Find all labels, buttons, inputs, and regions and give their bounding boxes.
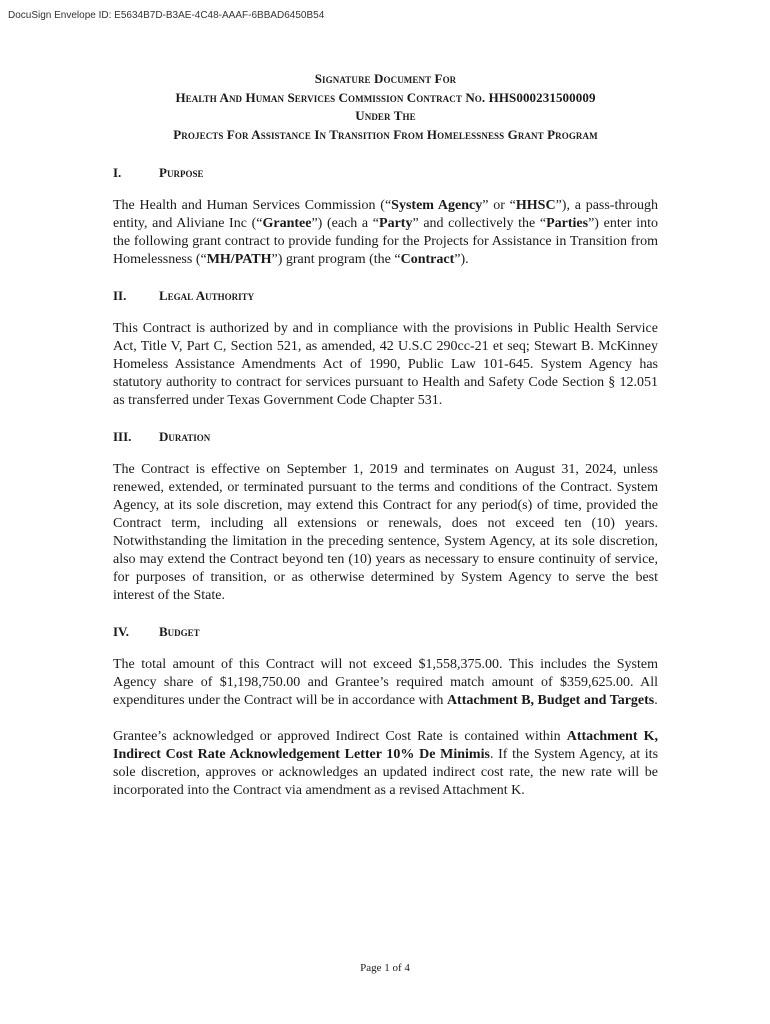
section-purpose-heading: [113, 164, 658, 182]
document-page: [113, 70, 658, 818]
document-header: [113, 70, 658, 144]
section-number: III.: [113, 429, 132, 444]
header-line-4: Projects For Assistance In Transition From Homelessness Grant Program: [173, 126, 598, 142]
legal-authority-paragraph: This Contract is authorized by and in compliance with the provisions in Public Health Service Act, Title V, Part C, Section 521, as amended, 42 U.S.C 290cc-21 et seq; Stewart B. McKinney Homeless Assistance Amendments Act of 1990, Public Law 101-645. System Agency has statutory authority to contract for services pursuant to Health and Safety Code Section § 12.051 as transferred under Texas Government Code Chapter 531.: [113, 321, 658, 408]
section-budget-heading: [113, 623, 658, 641]
header-line-3: Under The: [355, 108, 416, 123]
section-title: Legal Authority: [159, 288, 255, 303]
section-number: II.: [113, 288, 127, 303]
page-number: Page 1 of 4: [360, 962, 410, 974]
indirect-cost-paragraph: Grantee’s acknowledged or approved Indirect Cost Rate is contained within Attachment K, Indirect Cost Rate Acknowledgement Letter 10% De Minimis. If the System Agency, at its sole discretion, approves or acknowledges an updated indirect cost rate, the new rate will be incorporated into the Contract via amendment as a revised Attachment K.: [113, 729, 659, 798]
section-number: IV.: [113, 624, 130, 639]
header-line-1: Signature Document For: [314, 71, 457, 86]
section-number: I.: [113, 165, 122, 180]
envelope-id: DocuSign Envelope ID: E5634B7D-B3AE-4C48-AAAF-6BBAD6450B54: [8, 10, 325, 21]
section-title: Purpose: [159, 165, 204, 180]
header-line-2: Health And Human Services Commission Contract No. HHS000231500009: [175, 89, 596, 105]
section-legal-authority-heading: [113, 287, 658, 305]
purpose-paragraph: The Health and Human Services Commission (“System Agency” or “HHSC”), a pass-through entity, and Aliviane Inc (“Grantee”) (each a “Party” and collectively the “Parties”) enter into the following grant contract to provide funding for the Projects for Assistance in Transition from Homelessness (“MH/PATH”) grant program (the “Contract”).: [113, 198, 659, 267]
section-duration-heading: [113, 428, 658, 446]
section-title: Duration: [159, 429, 211, 444]
budget-paragraph: The total amount of this Contract will not exceed $1,558,375.00. This includes the System Agency share of $1,198,750.00 and Grantee’s required match amount of $359,625.00. All expenditures under the Contract will be in accordance with Attachment B, Budget and Targets.: [113, 657, 658, 708]
duration-paragraph: The Contract is effective on September 1, 2019 and terminates on August 31, 2024, unless renewed, extended, or terminated pursuant to the terms and conditions of the Contract. System Agency, at its sole discretion, may extend this Contract for any period(s) of time, provided the Contract term, including all extensions or renewals, does not exceed ten (10) years. Notwithstanding the limitation in the preceding sentence, System Agency, at its sole discretion, also may extend the Contract beyond ten (10) years as necessary to ensure continuity of service, for purposes of transition, or as otherwise determined by System Agency to serve the best interest of the State.: [113, 462, 658, 603]
section-title: Budget: [159, 624, 200, 639]
